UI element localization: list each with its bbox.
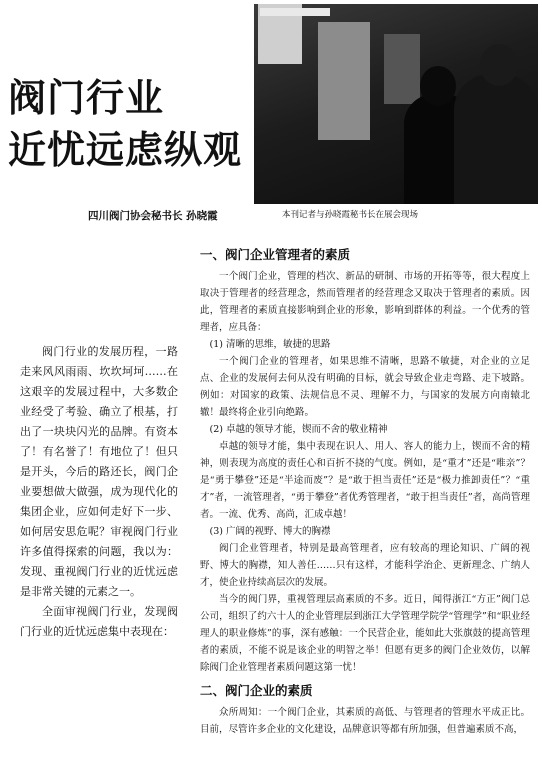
- photo-person-right: [454, 74, 538, 204]
- section2-heading: 二、阀门企业的素质: [200, 683, 313, 698]
- photo-caption: 本刊记者与孙晓霞秘书长在展会现场: [282, 210, 419, 220]
- photo-person-left-head: [420, 66, 456, 106]
- subheading: (1) 清晰的思维，敏捷的思路: [209, 339, 331, 350]
- body-paragraph: 当今的阀门界，重视管理层高素质的不多。近日，闻得浙江“方正”阀门总公司，组织了约六十人的企业管理层到浙江大学管理学院学“管理学”和“职业经理人的职业修炼”的事，深有感触：一个民营企业，能如此大张旗鼓的提高管理者的素质，不能不说是该企业的明智之举！但愿有更多的阀门企业效仿，以解除阀门企业管理者素质问题这第一忧！: [200, 594, 530, 673]
- body-paragraph: 一个阀门企业的管理者，如果思维不清晰，思路不敏捷，对企业的立足点、企业的发展何去何从没有明确的目标，就会导致企业走弯路、走下坡路。例如：对国家的政策、法规信息不灵、理解不力，与国家的发展方向南辕北辙！最终将企业引向绝路。: [200, 356, 530, 418]
- body-paragraph: 众所周知：一个阀门企业，其素质的高低、与管理者的管理水平成正比。目前，尽管许多企业的文化建设，品牌意识等都有所加强，但普遍素质不高，: [200, 707, 530, 735]
- section1-heading: 一、阀门企业管理者的素质: [200, 247, 351, 262]
- photo-display-panel-small: [384, 34, 420, 104]
- author-byline: 四川阀门协会秘书长 孙晓霞: [88, 210, 218, 222]
- photo-banner-strip: [260, 8, 330, 16]
- sidebar-intro: [20, 342, 178, 642]
- article-title-line1: 阀门行业: [8, 76, 165, 120]
- main-column: [200, 244, 530, 738]
- body-paragraph: 卓越的领导才能，集中表现在识人、用人、容人的能力上，锲而不舍的精神，则表现为高度的责任心和百折不挠的气度。例如，是“重才”还是“唯亲”？是“勇于攀登”还是“半途而废”？是“敢于担当责任”还是“极力推卸责任”？“重才”者，一流管理者，“勇于攀登”者优秀管理者，“敢于担当责任”者，高尚管理者。一流、优秀、高尚，汇成卓越！: [200, 441, 530, 520]
- sidebar-paragraph: 全面审视阀门行业，发现阀门行业的近忧远虑集中表现在：: [20, 605, 178, 638]
- subheading: (3) 广阔的视野、博大的胸襟: [209, 526, 331, 537]
- article-title-line2: 近忧远虑纵观: [8, 128, 243, 172]
- subheading: (2) 卓越的领导才能，锲而不舍的敬业精神: [209, 424, 388, 435]
- body-paragraph: 阀门企业管理者，特别是最高管理者，应有较高的理论知识、广阔的视野、博大的胸襟，知人善任……只有这样，才能科学治企、更新理念、广纳人才，使企业持续高层次的发展。: [200, 543, 530, 588]
- sidebar-paragraph: 阀门行业的发展历程，一路走来风风雨雨、坎坎坷坷……在这艰辛的发展过程中，大多数企业经受了考验、确立了根基，打出了一块块闪光的品牌。有资本了！有名誉了！有地位了！但只是开头，今后的路还长，阀门企业要想做大做强，成为现代化的集团企业，应如何走好下一步、如何居安思危呢？审视阀门行业许多值得探索的问题，我以为：发现、重视阀门行业的近忧远虑是非常关键的元素之一。: [20, 345, 178, 598]
- photo-display-panel: [318, 22, 370, 140]
- body-paragraph: 一个阀门企业，管理的档次、新品的研制、市场的开拓等等，很大程度上取决于管理者的经营理念，然而管理者的经营理念又取决于管理者的素质。因此，管理者的素质直接影响到企业的形象，影响到群体的利益。一个优秀的管理者，应具备：: [200, 271, 530, 333]
- article-photo: [254, 4, 538, 204]
- photo-person-right-head: [480, 44, 518, 86]
